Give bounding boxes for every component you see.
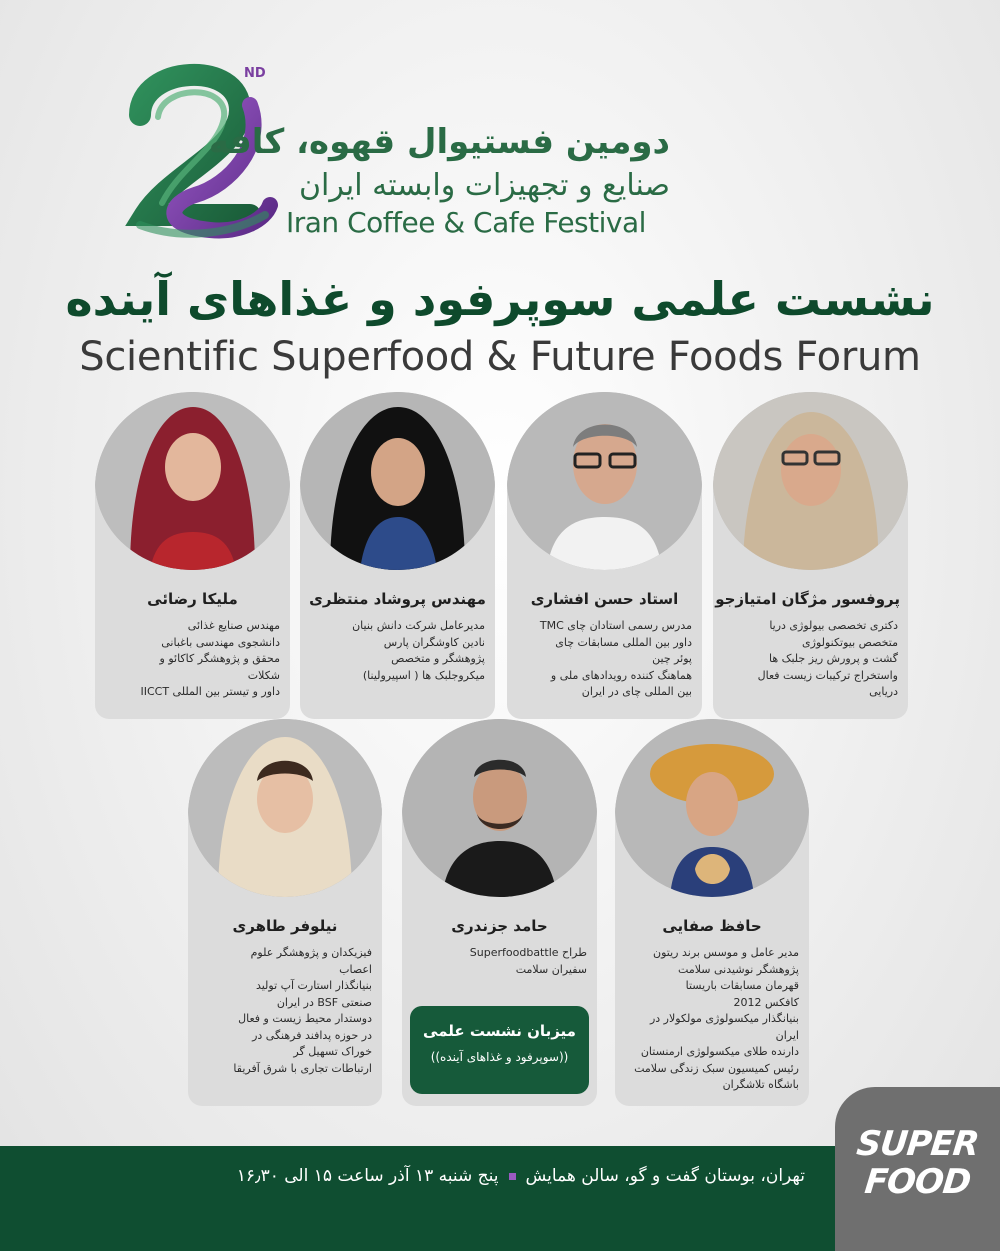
bio-line: داور بین المللی مسابقات چای: [555, 635, 692, 649]
bio-line: متخصص بیوتکنولوژی: [802, 635, 898, 649]
bio-line: دوستدار محیط زیست و فعال: [238, 1012, 372, 1025]
speaker-name: مهندس پروشاد منتظری: [309, 590, 486, 608]
speaker-bio: [198, 945, 372, 1077]
separator-dot-icon: [509, 1173, 516, 1180]
event-location: تهران، بوستان گفت و گو، سالن همایش: [525, 1166, 805, 1186]
bio-line: مدرس رسمی استادان چای TMC: [539, 619, 692, 632]
bio-line: پژوهشگر و متخصص: [391, 652, 485, 665]
bio-line: مدیر عامل و موسس برند ریتون: [653, 946, 799, 959]
bio-line: کافکس 2012: [733, 995, 799, 1009]
bio-line: فیزیکدان و پژوهشگر علوم: [250, 946, 372, 959]
bio-line: هماهنگ کننده رویدادهای ملی و: [550, 668, 692, 682]
festival-name-en: Iran Coffee & Cafe Festival: [286, 206, 646, 239]
person-avatar-icon: [615, 719, 809, 897]
bio-line: پژوهشگر نوشیدنی سلامت: [678, 962, 799, 976]
bio-line: سفیران سلامت: [515, 962, 587, 976]
person-avatar-icon: [713, 392, 908, 570]
speaker-name: پروفسور مژگان امتیازجو: [715, 590, 900, 608]
bio-line: گشت و پرورش ریز جلبک ها: [768, 652, 898, 665]
festival-name-fa-line1: دومین فستیوال قهوه، کافه: [208, 122, 670, 162]
speaker-bio: [412, 945, 587, 978]
host-badge: [410, 1006, 589, 1094]
speaker-photo: [188, 719, 382, 897]
event-info: [237, 1166, 805, 1186]
bio-line: نادین کاوشگران پارس: [383, 635, 485, 649]
bio-line: قهرمان مسابقات باریستا: [685, 979, 799, 992]
bio-line: دارنده طلای میکسولوژی ارمنستان: [640, 1045, 799, 1058]
speaker-bio: [105, 618, 280, 701]
person-avatar-icon: [188, 719, 382, 897]
person-avatar-icon: [402, 719, 597, 897]
superfood-logo: [855, 1125, 980, 1215]
speaker-card: [188, 719, 382, 1106]
speaker-photo: [402, 719, 597, 897]
bio-line: میکروجلبک ها ( اسپیرولینا): [362, 668, 485, 682]
speaker-card-host: [402, 719, 597, 1106]
person-avatar-icon: [95, 392, 290, 570]
speaker-photo: [615, 719, 809, 897]
bio-line: ارتباطات تجاری با شرق آفریقا: [233, 1061, 372, 1075]
speaker-photo: [95, 392, 290, 570]
bio-line: باشگاه تلاشگران: [722, 1078, 799, 1091]
speaker-name: نیلوفر طاهری: [232, 917, 338, 935]
bio-line: دانشجوی مهندسی باغبانی: [161, 635, 280, 649]
speaker-bio: [723, 618, 898, 701]
bio-line: واستخراج ترکیبات زیست فعال: [757, 668, 898, 682]
bio-line: دریایی: [869, 685, 898, 698]
speaker-name: استاد حسن افشاری: [530, 590, 679, 608]
person-avatar-icon: [507, 392, 702, 570]
bio-line: شکلات: [247, 668, 280, 682]
bio-line: طراح Superfoodbattle: [469, 946, 587, 959]
speaker-name: حامد جزندری: [451, 917, 548, 935]
footer-bar: [0, 1146, 835, 1251]
bio-line: در حوزه پدافند فرهنگی در: [252, 1028, 372, 1042]
bio-line: اعصاب: [339, 962, 372, 976]
speaker-photo: [300, 392, 495, 570]
speaker-bio: [517, 618, 692, 701]
festival-name-fa-line2: صنایع و تجهیزات وابسته ایران: [298, 168, 670, 203]
bio-line: رئیس کمیسیون سبک زندگی سلامت: [634, 1061, 799, 1075]
host-sub: ((سوپرفود و غذاهای آینده)): [430, 1050, 569, 1064]
bio-line: داور و تیستر بین المللی IICCT: [140, 685, 280, 698]
speaker-bio: [625, 945, 799, 1094]
brand-line1: SUPER: [854, 1124, 981, 1164]
speaker-photo: [713, 392, 908, 570]
speaker-bio: [310, 618, 485, 684]
forum-title-fa: نشست علمی سوپرفود و غذاهای آینده: [65, 272, 935, 326]
brand-line2: FOOD: [862, 1162, 973, 1202]
bio-line: صنعتی BSF در ایران: [276, 995, 372, 1009]
host-label: میزبان نشست علمی: [423, 1022, 576, 1040]
speaker-name: ملیکا رضائی: [147, 590, 238, 608]
forum-title-en: Scientific Superfood & Future Foods Forum: [79, 334, 921, 380]
bio-line: ایران: [775, 1028, 799, 1042]
speaker-card: [615, 719, 809, 1106]
bio-line: دکتری تخصصی بیولوژی دریا: [769, 619, 898, 632]
speaker-card: [507, 392, 702, 719]
bio-line: خوراک تسهیل گر: [293, 1045, 372, 1058]
speaker-photo: [507, 392, 702, 570]
speaker-card: [95, 392, 290, 719]
speaker-card: [300, 392, 495, 719]
person-avatar-icon: [300, 392, 495, 570]
logo-superscript: ND: [244, 66, 266, 81]
bio-line: بین المللی چای در ایران: [581, 685, 692, 698]
bio-line: محقق و پژوهشگر کاکائو و: [159, 652, 280, 665]
bio-line: مدیرعامل شرکت دانش بنیان: [352, 619, 485, 632]
bio-line: پوئر چین: [652, 652, 692, 665]
bio-line: بنیانگذار میکسولوژی مولکولار در: [649, 1012, 799, 1025]
bio-line: بنیانگذار استارت آپ تولید: [255, 979, 372, 992]
speaker-card: [713, 392, 908, 719]
speaker-name: حافظ صفایی: [662, 917, 762, 935]
event-time: پنج شنبه ۱۳ آذر ساعت ۱۵ الی ۱۶٫۳۰: [236, 1166, 499, 1186]
bio-line: مهندس صنایع غذائی: [187, 619, 280, 632]
